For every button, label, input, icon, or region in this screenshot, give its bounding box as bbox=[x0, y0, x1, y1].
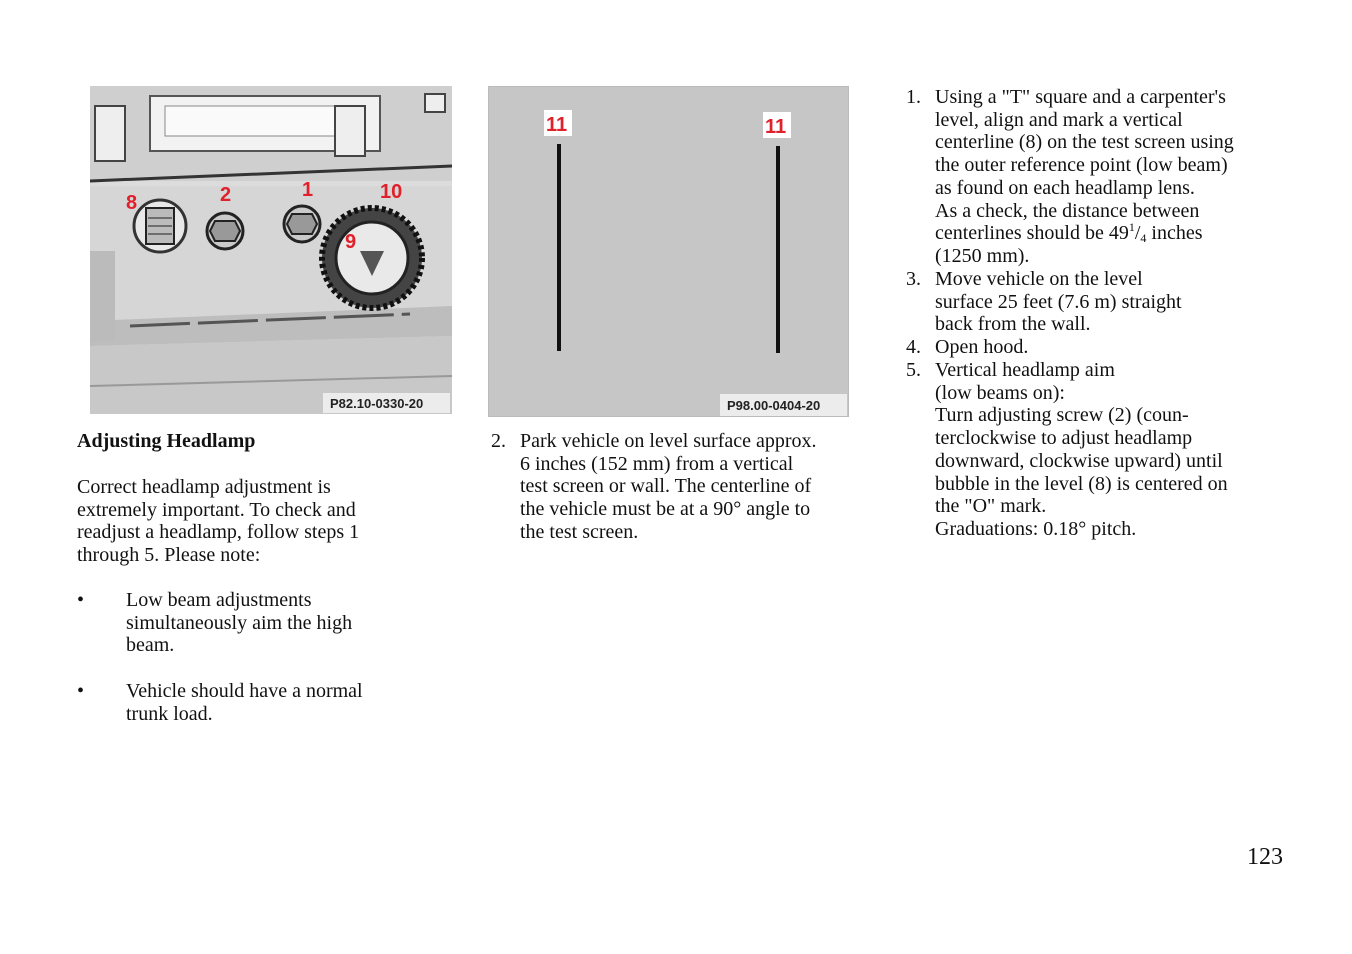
step-line: Park vehicle on level surface approx. bbox=[520, 430, 817, 452]
step-number: 3. bbox=[906, 268, 921, 290]
bullet-line: beam. bbox=[126, 634, 175, 657]
figure1-code: P82.10-0330-20 bbox=[330, 396, 424, 411]
step-line: Vertical headlamp aim bbox=[935, 359, 1115, 381]
step-line: (low beams on): bbox=[935, 381, 1065, 404]
figure1-callout-1: 1 bbox=[302, 179, 314, 201]
bullet-line: Vehicle should have a normal bbox=[126, 680, 363, 702]
step-line: downward, clockwise upward) until bbox=[935, 449, 1223, 472]
step-3 bbox=[906, 268, 1286, 338]
step-line: centerline (8) on the test screen using bbox=[935, 131, 1234, 154]
figure-test-screen bbox=[488, 86, 849, 417]
page-number: 123 bbox=[1247, 844, 1283, 870]
section-heading: Adjusting Headlamp bbox=[77, 430, 256, 452]
bullet-item bbox=[77, 680, 417, 728]
step-number: 5. bbox=[906, 359, 921, 381]
step-line: level, align and mark a vertical bbox=[935, 108, 1183, 131]
step-line: the test screen. bbox=[520, 520, 639, 543]
bullet-line: trunk load. bbox=[126, 702, 213, 725]
step-line: 6 inches (152 mm) from a vertical bbox=[520, 452, 794, 475]
step-line: Open hood. bbox=[935, 336, 1029, 358]
figure-headlamp-screws bbox=[90, 86, 452, 414]
step-line-fraction: centerlines should be $49^1/_4$ inches bbox=[935, 220, 1203, 246]
step-line: the "O" mark. bbox=[935, 495, 1047, 518]
figure1-callout-2: 2 bbox=[220, 184, 232, 206]
figure1-callout-9: 9 bbox=[345, 231, 357, 253]
bullet-item bbox=[77, 589, 417, 659]
bullet-line: Low beam adjustments bbox=[126, 589, 312, 611]
intro-line: extremely important. To check and bbox=[77, 498, 356, 521]
bullet-line: simultaneously aim the high bbox=[126, 611, 353, 634]
step-5 bbox=[906, 359, 1286, 544]
bullet-mark: • bbox=[77, 589, 85, 611]
step-line: Turn adjusting screw (2) (coun- bbox=[935, 404, 1189, 427]
step-line: Graduations: 0.18° pitch. bbox=[935, 517, 1137, 540]
step-line: the outer reference point (low beam) bbox=[935, 154, 1228, 177]
step-number: 1. bbox=[906, 86, 921, 108]
step-line: the vehicle must be at a 90° angle to bbox=[520, 498, 811, 521]
step-line: As a check, the distance between bbox=[935, 199, 1200, 222]
figure2-callout-11-right: 11 bbox=[765, 116, 787, 138]
step-line: surface 25 feet (7.6 m) straight bbox=[935, 290, 1182, 313]
step-line: terclockwise to adjust headlamp bbox=[935, 427, 1193, 450]
step-line: test screen or wall. The centerline of bbox=[520, 475, 812, 498]
step-1 bbox=[906, 86, 1286, 271]
intro-line: Correct headlamp adjustment is bbox=[77, 476, 331, 498]
figure2-code: P98.00-0404-20 bbox=[727, 398, 821, 413]
step-number: 4. bbox=[906, 336, 921, 358]
step-line: as found on each headlamp lens. bbox=[935, 176, 1195, 199]
intro-paragraph bbox=[77, 476, 437, 567]
bullet-mark: • bbox=[77, 680, 85, 702]
step-line: back from the wall. bbox=[935, 313, 1091, 336]
step-number: 2. bbox=[491, 430, 506, 452]
intro-line: through 5. Please note: bbox=[77, 544, 261, 567]
step-2 bbox=[491, 430, 861, 550]
step-line: (1250 mm). bbox=[935, 244, 1030, 267]
figure1-callout-8: 8 bbox=[126, 192, 138, 214]
step-line: bubble in the level (8) is centered on bbox=[935, 472, 1228, 495]
figure1-callout-10: 10 bbox=[380, 181, 403, 203]
intro-line: readjust a headlamp, follow steps 1 bbox=[77, 521, 360, 544]
step-4 bbox=[906, 336, 1286, 360]
step-line: Move vehicle on the level bbox=[935, 268, 1143, 290]
step-line: Using a "T" square and a carpenter's bbox=[935, 86, 1226, 108]
figure2-callout-11-left: 11 bbox=[546, 114, 568, 136]
